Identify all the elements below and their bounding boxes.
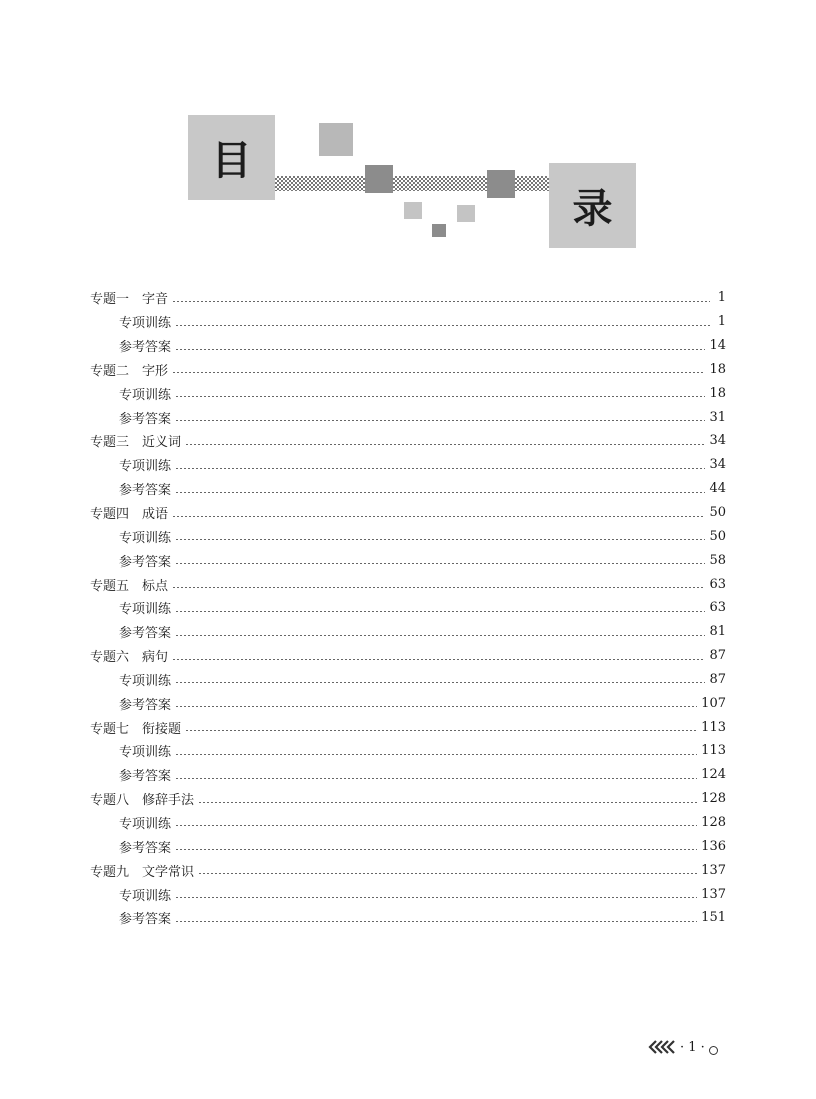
toc-page-number: 107 <box>701 695 726 711</box>
toc-entry-label: 专题三 近义词 <box>90 435 182 451</box>
toc-entry-label: 参考答案 <box>119 912 172 928</box>
toc-chapter-row[interactable] <box>90 429 726 453</box>
toc-entry-label: 参考答案 <box>119 769 172 785</box>
toc-page-number: 50 <box>709 528 726 544</box>
toc-page-number: 58 <box>709 552 726 568</box>
page-number: · 1 · <box>680 1039 705 1055</box>
toc-entry-label: 专题九 文学常识 <box>90 864 195 880</box>
toc-title-art <box>0 0 816 260</box>
checker-band-2 <box>393 176 487 191</box>
toc-section-row[interactable] <box>90 882 726 906</box>
toc-entry-label: 参考答案 <box>119 483 172 499</box>
toc-entry-label: 专项训练 <box>119 316 172 332</box>
toc-page-number: 63 <box>709 576 726 592</box>
toc-entry-label: 专项训练 <box>119 602 172 618</box>
deco-square-5 <box>457 205 475 222</box>
toc-chapter-row[interactable] <box>90 644 726 668</box>
toc-entry-label: 专题五 标点 <box>90 578 169 594</box>
chevron-left-icon <box>648 1040 676 1054</box>
title-char-mu: 目 <box>211 138 252 184</box>
toc-page-number: 81 <box>709 624 726 640</box>
toc-page-number: 113 <box>701 719 726 735</box>
toc-section-row[interactable] <box>90 763 726 787</box>
toc-section-row[interactable] <box>90 620 726 644</box>
toc-section-row[interactable] <box>90 405 726 429</box>
toc-page-number: 137 <box>701 862 726 878</box>
toc-entry-label: 专项训练 <box>119 387 172 403</box>
toc-section-row[interactable] <box>90 668 726 692</box>
toc-section-row[interactable] <box>90 548 726 572</box>
dot-leader <box>175 825 697 826</box>
toc-entry-label: 参考答案 <box>119 840 172 856</box>
dot-leader <box>175 635 705 636</box>
toc-section-row[interactable] <box>90 453 726 477</box>
toc-section-row[interactable] <box>90 691 726 715</box>
dot-leader <box>172 372 705 373</box>
toc-entry-label: 专项训练 <box>119 745 172 761</box>
dot-leader <box>175 706 697 707</box>
toc-page-number: 87 <box>709 648 726 664</box>
deco-square-1 <box>319 123 353 156</box>
toc-chapter-row[interactable] <box>90 572 726 596</box>
toc-page-number: 128 <box>701 814 726 830</box>
toc-entry-label: 专题六 病句 <box>90 650 169 666</box>
toc-entry-label: 专题二 字形 <box>90 363 169 379</box>
toc-chapter-row[interactable] <box>90 501 726 525</box>
toc-chapter-row[interactable] <box>90 787 726 811</box>
toc-page-number: 34 <box>709 433 726 449</box>
deco-square-6 <box>432 224 446 237</box>
toc-section-row[interactable] <box>90 906 726 930</box>
toc-chapter-row[interactable] <box>90 715 726 739</box>
toc-section-row[interactable] <box>90 310 726 334</box>
dot-leader <box>172 301 710 302</box>
dot-leader <box>175 754 697 755</box>
toc-entry-label: 专项训练 <box>119 459 172 475</box>
dot-leader <box>175 325 710 326</box>
dot-leader <box>175 349 705 350</box>
dot-leader <box>175 563 705 564</box>
toc-page-number: 44 <box>709 481 726 497</box>
deco-square-3 <box>487 170 515 198</box>
dot-leader <box>198 873 697 874</box>
toc-page-number: 34 <box>709 457 726 473</box>
toc-page-number: 87 <box>709 671 726 687</box>
toc-section-row[interactable] <box>90 739 726 763</box>
toc-page-number: 50 <box>709 505 726 521</box>
toc-chapter-row[interactable] <box>90 286 726 310</box>
title-box-left <box>188 115 275 200</box>
toc-entry-label: 专题七 衔接题 <box>90 721 182 737</box>
circle-icon <box>709 1046 718 1055</box>
toc-entry-label: 参考答案 <box>119 697 172 713</box>
toc-page-number: 128 <box>701 791 726 807</box>
page-footer <box>648 1036 748 1058</box>
dot-leader <box>175 492 705 493</box>
dot-leader <box>172 516 705 517</box>
toc-section-row[interactable] <box>90 811 726 835</box>
toc-section-row[interactable] <box>90 596 726 620</box>
toc-page-number: 14 <box>709 338 726 354</box>
toc-page-number: 137 <box>701 886 726 902</box>
toc-entry-label: 参考答案 <box>119 340 172 356</box>
dot-leader <box>175 539 705 540</box>
toc-entry-label: 专项训练 <box>119 888 172 904</box>
dot-leader <box>175 921 697 922</box>
title-box-right <box>549 163 636 248</box>
toc-page-number: 124 <box>701 767 726 783</box>
checker-band-3 <box>515 176 549 191</box>
toc-entry-label: 专项训练 <box>119 673 172 689</box>
deco-square-2 <box>365 165 393 193</box>
toc-chapter-row[interactable] <box>90 858 726 882</box>
checker-band-1 <box>275 176 365 191</box>
toc-page-number: 31 <box>709 409 726 425</box>
dot-leader <box>185 444 705 445</box>
toc-entry-label: 专题四 成语 <box>90 507 169 523</box>
title-char-lu: 录 <box>572 186 613 232</box>
toc-section-row[interactable] <box>90 834 726 858</box>
dot-leader <box>198 802 697 803</box>
dot-leader <box>175 682 705 683</box>
toc-page-number: 113 <box>701 743 726 759</box>
toc-entry-label: 参考答案 <box>119 626 172 642</box>
toc-page-number: 151 <box>701 910 726 926</box>
toc-section-row[interactable] <box>90 334 726 358</box>
toc-entry-label: 参考答案 <box>119 411 172 427</box>
dot-leader <box>175 897 697 898</box>
toc-section-row[interactable] <box>90 477 726 501</box>
toc-page-number: 18 <box>709 361 726 377</box>
deco-square-4 <box>404 202 422 219</box>
dot-leader <box>175 396 705 397</box>
toc-entry-label: 专题一 字音 <box>90 292 169 308</box>
toc-entry-label: 专题八 修辞手法 <box>90 793 195 809</box>
dot-leader <box>185 730 697 731</box>
dot-leader <box>172 659 705 660</box>
dot-leader <box>175 849 697 850</box>
toc-section-row[interactable] <box>90 524 726 548</box>
toc-entry-label: 专项训练 <box>119 816 172 832</box>
toc-page-number: 18 <box>709 385 726 401</box>
toc-chapter-row[interactable] <box>90 358 726 382</box>
toc-page-number: 136 <box>701 838 726 854</box>
table-of-contents <box>90 286 726 930</box>
dot-leader <box>175 468 705 469</box>
toc-page-number: 1 <box>717 314 726 330</box>
dot-leader <box>172 587 705 588</box>
toc-entry-label: 专项训练 <box>119 530 172 546</box>
toc-section-row[interactable] <box>90 381 726 405</box>
dot-leader <box>175 611 705 612</box>
dot-leader <box>175 778 697 779</box>
toc-page-number: 1 <box>717 290 726 306</box>
dot-leader <box>175 420 705 421</box>
toc-entry-label: 参考答案 <box>119 554 172 570</box>
toc-page-number: 63 <box>709 600 726 616</box>
